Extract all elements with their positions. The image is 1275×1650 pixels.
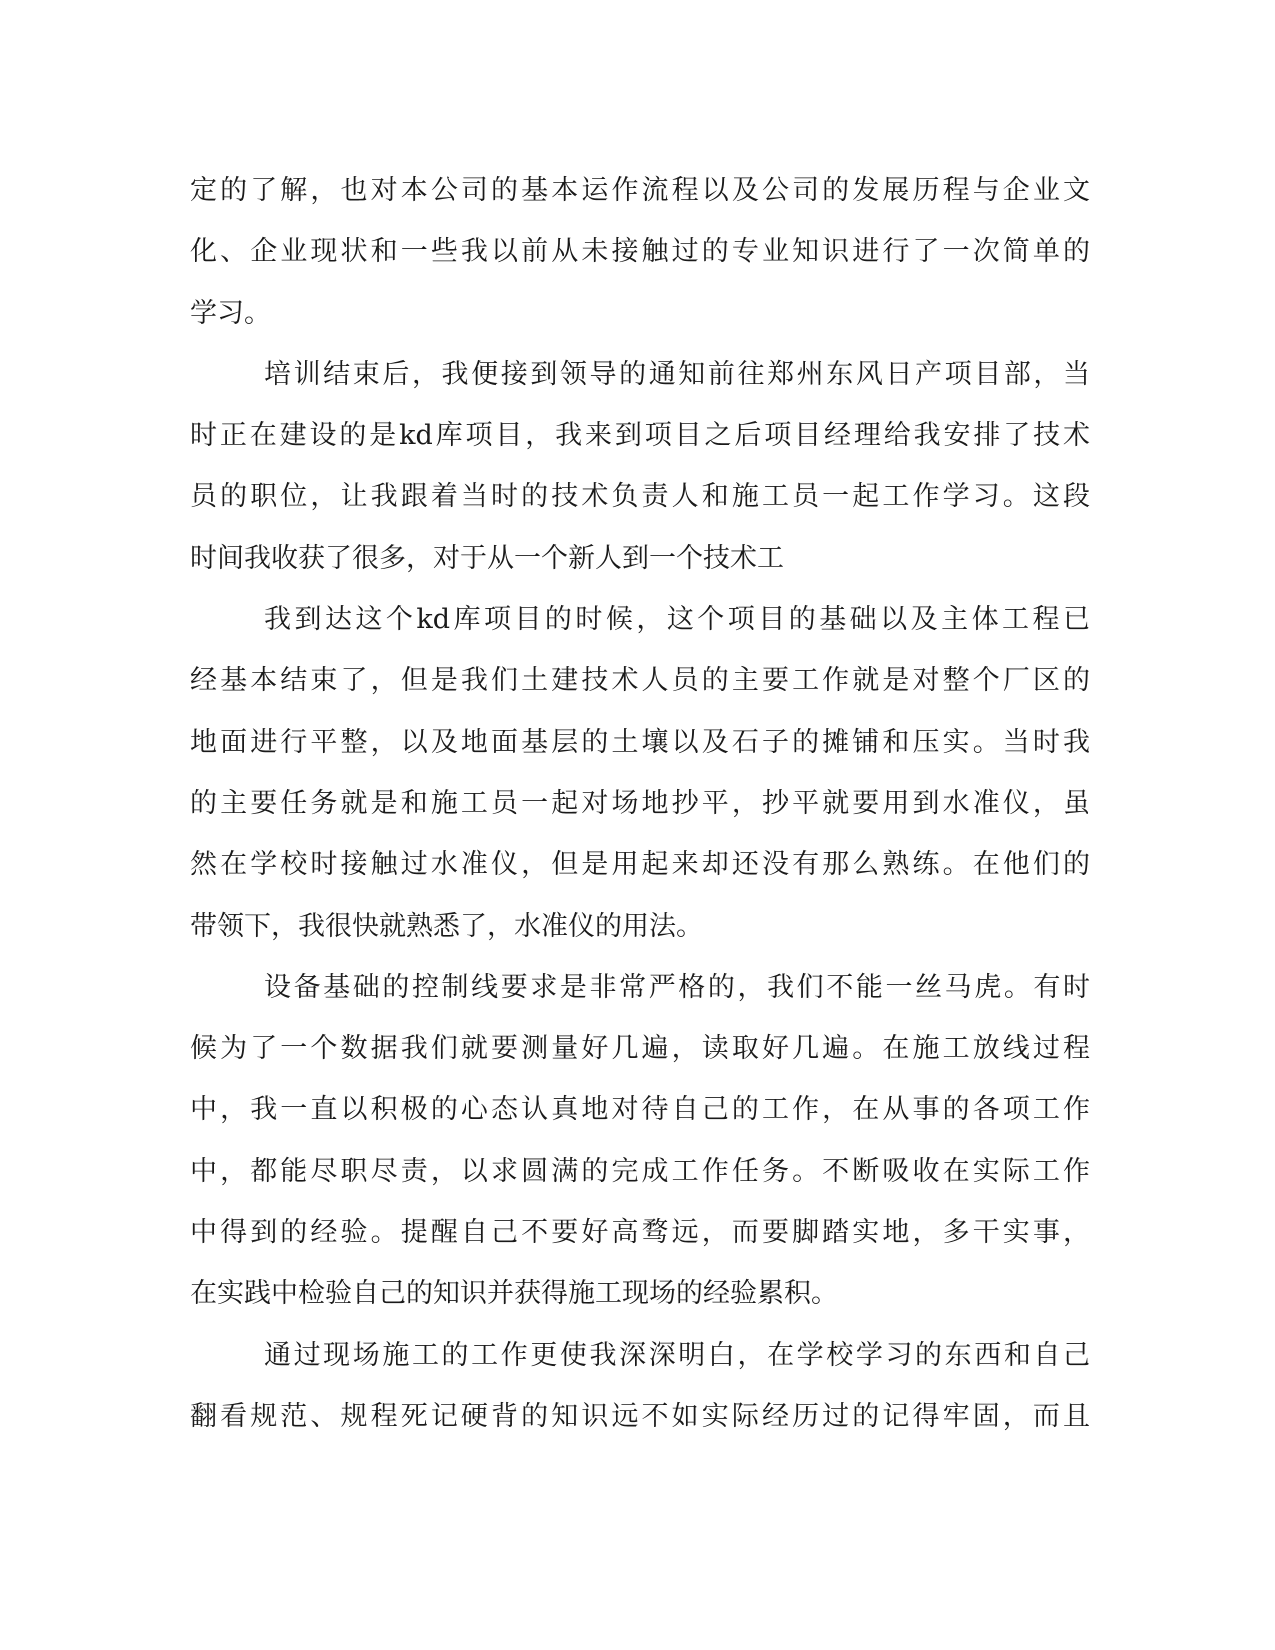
text-line: 定的了解，也对本公司的基本运作流程以及公司的发展历程与企业文 [190, 175, 1090, 206]
text-line: 候为了一个数据我们就要测量好几遍，读取好几遍。在施工放线过程 [190, 1033, 1090, 1065]
text-line: 化、企业现状和一些我以前从未接触过的专业知识进行了一次简单的 [190, 236, 1090, 268]
paragraph-first-line: 设备基础的控制线要求是非常严格的，我们不能一丝马虎。有时 [264, 971, 1090, 1003]
text-line: 时正在建设的是kd库项目，我来到项目之后项目经理给我安排了技术 [190, 420, 1090, 452]
text-line: 中，都能尽职尽责，以求圆满的完成工作任务。不断吸收在实际工作 [190, 1155, 1090, 1187]
text-line: 然在学校时接触过水准仪，但是用起来却还没有那么熟练。在他们的 [190, 849, 1090, 881]
paragraph-first-line: 通过现场施工的工作更使我深深明白，在学校学习的东西和自己 [264, 1339, 1090, 1371]
text-line: 员的职位，让我跟着当时的技术负责人和施工员一起工作学习。这段 [190, 481, 1090, 513]
text-line: 经基本结束了，但是我们土建技术人员的主要工作就是对整个厂区的 [190, 665, 1090, 697]
text-line: 带领下，我很快就熟悉了，水准仪的用法。 [190, 910, 703, 942]
text-line: 中得到的经验。提醒自己不要好高骛远，而要脚踏实地，多干实事， [190, 1217, 1090, 1249]
text-line: 地面进行平整，以及地面基层的土壤以及石子的摊铺和压实。当时我 [190, 726, 1090, 758]
text-line: 中，我一直以积极的心态认真地对待自己的工作，在从事的各项工作 [190, 1094, 1090, 1126]
text-line: 在实践中检验自己的知识并获得施工现场的经验累积。 [190, 1278, 838, 1310]
text-line: 时间我收获了很多，对于从一个新人到一个技术工 [190, 542, 784, 574]
body-text [190, 160, 1090, 1447]
paragraph-first-line: 培训结束后，我便接到领导的通知前往郑州东风日产项目部，当 [264, 358, 1090, 390]
text-line: 学习。 [190, 297, 271, 329]
paragraph-first-line: 我到达这个kd库项目的时候，这个项目的基础以及主体工程已 [264, 604, 1090, 636]
text-line: 的主要任务就是和施工员一起对场地抄平，抄平就要用到水准仪，虽 [190, 787, 1090, 819]
text-line: 翻看规范、规程死记硬背的知识远不如实际经历过的记得牢固，而且 [190, 1400, 1090, 1432]
